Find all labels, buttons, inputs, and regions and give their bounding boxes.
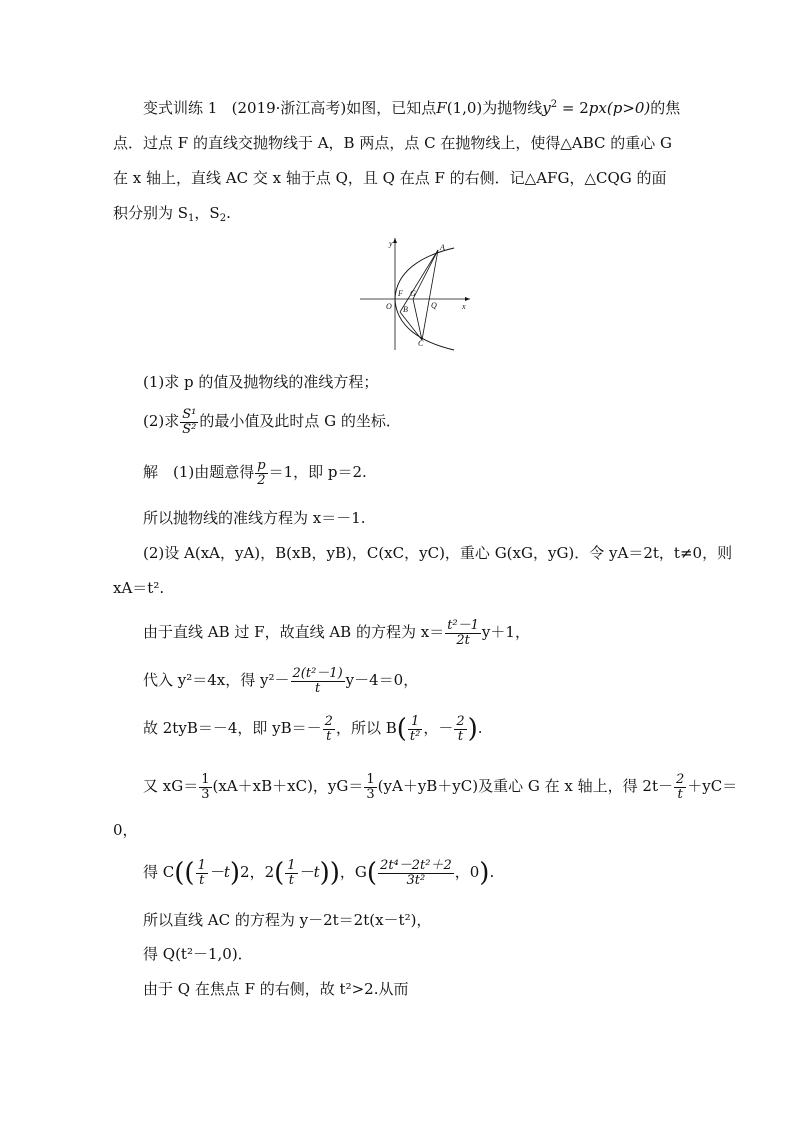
solution-line-3: (2)设 A(xA，yA)，B(xB，yB)，C(xC，yC)，重心 G(xG，yG)．令 yA＝2t，t≠0，则 [143, 544, 733, 562]
sol5-den: 2t [456, 632, 470, 648]
sol8-n1: 1 [201, 771, 210, 787]
sol6-fraction [291, 667, 345, 696]
sol5-num: t²－1 [447, 617, 479, 633]
problem-label: 变式训练 1 [143, 99, 218, 117]
sol8-frac-1 [199, 773, 211, 802]
sol6-pre: 代入 y²＝4x，得 y²－ [143, 671, 290, 689]
question-2 [143, 407, 401, 437]
sol10-c: －t [298, 863, 320, 881]
sol7-d2: t [457, 728, 464, 744]
q2-post: 的最小值及此时点 G 的坐标． [199, 412, 401, 430]
paren-close: ) [467, 714, 478, 744]
sol10-pre: 得 C [143, 863, 175, 881]
s-text: 积分别为 S [113, 204, 189, 222]
q2-den: S² [182, 421, 197, 437]
sol7-pre: 故 2tyB＝－4，即 yB＝－ [143, 719, 322, 737]
sol1-num: p [257, 457, 266, 473]
sol8-pre: 又 xG＝ [143, 777, 199, 795]
solution-line-11: 所以直线 AC 的方程为 y－2t＝2t(x－t²)， [143, 911, 432, 929]
sol8-n2: 1 [366, 771, 375, 787]
sol10-d: ，G [339, 863, 367, 881]
solution-line-8 [143, 771, 737, 802]
solution-line-7: 故 2tyB＝－4，即 yB＝－ $\frac{2}{t}$ ，所以 B( $\frac{1}{\text{t²}}$ ，－ $\frac{2}{t}$ ). [143, 713, 483, 744]
sol10-frac-g [378, 859, 454, 888]
sol8-post: ＋yC＝ [687, 777, 738, 795]
sol5-post: y＋1， [481, 623, 530, 641]
sol10-frac-1 [196, 859, 208, 888]
sol7-sep: ，－ [423, 719, 454, 737]
sol8-frac-3 [674, 773, 686, 802]
sol7-mid: ，所以 B [335, 719, 397, 737]
sol10-a: －t [208, 863, 230, 881]
sol8-m1: (xA＋xB＋xC)，yG＝ [212, 777, 364, 795]
label-g: G [410, 289, 416, 298]
sol8-d2: 3 [366, 786, 375, 802]
y-axis-arrow-icon [393, 238, 397, 243]
q2-num: S¹ [182, 406, 197, 422]
paren-close-3: ) [229, 858, 241, 888]
label-o: O [386, 302, 392, 311]
q2-fraction [180, 408, 198, 437]
sol10-d1: t [199, 872, 205, 888]
label-y: y [389, 239, 393, 248]
paren-close-4: ) [319, 858, 330, 888]
parabola-figure [350, 232, 475, 357]
sol10-gn: 2t⁴－2t²＋2 [380, 857, 452, 873]
f-coord: (1,0) [446, 99, 483, 117]
sol10-d1b: t [288, 872, 295, 888]
solution-line-12: 得 Q(t²－1,0)． [143, 945, 253, 963]
label-b: B [403, 305, 408, 314]
paren-close-2: ) [329, 858, 340, 888]
sol6-num: 2(t²－1) [292, 665, 343, 681]
sol8-n3: 2 [675, 771, 685, 787]
problem-source: (2019·浙江高考)如图，已知点 [231, 99, 437, 117]
sol8-frac-2 [364, 773, 376, 802]
solution-line-2: 所以抛物线的准线方程为 x＝－1. [143, 509, 366, 527]
sol7-d1: t² [409, 728, 421, 744]
label-q: Q [431, 301, 437, 310]
sol1-den: 2 [257, 472, 266, 488]
sol7-frac-b [408, 715, 422, 744]
sol7-n2: 2 [456, 713, 465, 729]
solution-line-6 [143, 665, 418, 696]
paren-open-2: ( [174, 858, 185, 888]
sol10-b: 2，2 [240, 863, 275, 881]
sol5-pre: 由于直线 AB 过 F，故直线 AB 的方程为 x＝ [143, 623, 445, 641]
sol10-n1: 1 [197, 857, 206, 873]
solution-line-4: xA＝t². [113, 579, 165, 597]
sol8-d3: t [677, 786, 683, 802]
problem-line-3: 在 x 轴上，直线 AC 交 x 轴于点 Q，且 Q 在点 F 的右侧．记△AFG，△CQG 的面 [113, 169, 667, 187]
sol10-frac-2 [285, 859, 297, 888]
problem-line-2: 点．过点 F 的直线交抛物线于 A，B 两点，点 C 在抛物线上，使得△ABC 的重心 G [113, 134, 673, 152]
solution-line-5 [143, 617, 530, 648]
eq-cond: (p>0) [606, 99, 651, 117]
sol8-d1: 3 [201, 786, 210, 802]
eq-y: y [542, 99, 551, 117]
s-end: . [226, 204, 231, 222]
sol1-pre: 解 (1)由题意得 [143, 463, 255, 481]
sol8-m2: (yA＋yB＋yC)及重心 G 在 x 轴上，得 2t－ [377, 777, 673, 795]
parabola-text: 为抛物线 [482, 99, 543, 117]
sol7-frac-a [323, 715, 335, 744]
sol10-gd: 3t² [406, 872, 426, 888]
label-c: C [418, 339, 424, 348]
sol7-frac-c [454, 715, 466, 744]
eq-px: px [588, 99, 607, 117]
label-f: F [398, 289, 403, 298]
label-a: A [440, 243, 445, 252]
question-1: (1)求 p 的值及抛物线的准线方程； [143, 373, 379, 391]
solution-line-1 [143, 458, 367, 488]
sol1-post: ＝1，即 p＝2. [268, 463, 367, 481]
paren-open-5: ( [366, 858, 378, 888]
sol5-fraction [445, 619, 481, 648]
problem-line-4: 积分别为 $S_1$，$S_2$. [113, 204, 231, 224]
jiao-text: 的焦 [650, 99, 681, 117]
sol7-den: t [326, 728, 332, 744]
s-sep: ，S [194, 204, 220, 222]
sol6-den: t [314, 680, 321, 696]
sol6-post: y－4＝0， [345, 671, 419, 689]
paren-open: ( [396, 714, 407, 744]
sol10-n1b: 1 [287, 857, 296, 873]
solution-line-10: 得 C(( $\frac{1}{t}$ －t)2，2( $\frac{1}{t}$ －t))，G( $\frac{\text{2t⁴－2t²＋2}}{\text{3t²}}$ ，0). [143, 857, 495, 888]
sol10-e: ，0 [454, 863, 480, 881]
sol7-num: 2 [324, 713, 333, 729]
solution-line-9: 0， [113, 821, 138, 839]
x-axis-arrow-icon [465, 297, 470, 301]
sol1-fraction [255, 459, 267, 488]
label-x: x [462, 302, 466, 311]
point-f: F [436, 99, 447, 117]
eq-equals: = 2 [557, 99, 589, 117]
paren-close-5: ) [479, 858, 490, 888]
sol7-n1: 1 [408, 715, 422, 730]
paren-open-4: ( [274, 858, 285, 888]
solution-line-13: 由于 Q 在焦点 F 的右侧，故 t²>2.从而 [143, 980, 409, 998]
paren-open-3: ( [184, 858, 195, 888]
q2-pre: (2)求 [143, 412, 180, 430]
problem-line-1: 变式训练 1 (2019·浙江高考)如图，已知点F(1,0)为抛物线$y^2 = 2px(p>0)$的焦 [143, 99, 681, 117]
